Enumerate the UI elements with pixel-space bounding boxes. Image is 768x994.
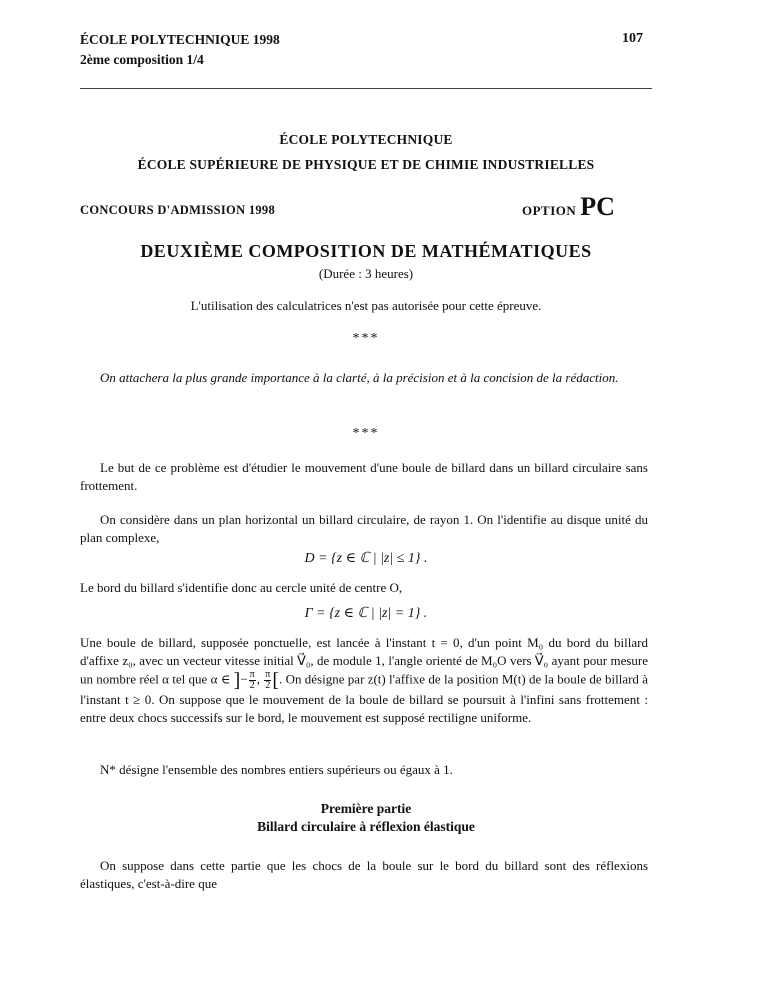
fraction-upper <box>264 670 271 691</box>
calculator-notice: L'utilisation des calculatrices n'est pas autorisée pour cette épreuve. <box>190 298 542 313</box>
part1-paragraph-1: On suppose dans cette partie que les chocs de la boule sur le bord du billard sont des réflexions élastiques, c'est-à-dire que <box>80 858 648 891</box>
separator-stars-2: *** <box>352 426 380 441</box>
formula-disk: D = {z ∈ ℂ | |z| ≤ 1} . <box>304 551 428 566</box>
option-word: OPTION <box>522 203 577 218</box>
part-title: Première partie <box>320 801 412 816</box>
fraction-denominator: 2 <box>265 680 271 691</box>
minus-sign: − <box>240 671 248 687</box>
interval-open-bracket: ] <box>233 669 241 692</box>
option-code: PC <box>580 192 615 221</box>
formula-circle: Γ = {z ∈ ℂ | |z| = 1} . <box>304 606 428 621</box>
interval-close-bracket: [ <box>272 669 280 692</box>
intro-paragraph-2: On considère dans un plan horizontal un billard circulaire, de rayon 1. On l'identifie au disque unité du plan complexe, <box>80 512 648 545</box>
fraction-numerator: π <box>249 669 255 680</box>
option-label <box>522 192 615 222</box>
page-title: DEUXIÈME COMPOSITION DE MATHÉMATIQUES <box>140 241 592 261</box>
part-heading <box>80 800 652 836</box>
page-number: 107 <box>622 31 643 46</box>
concours-label: CONCOURS D'ADMISSION 1998 <box>80 203 276 217</box>
interval-separator: , <box>256 671 264 687</box>
header-divider <box>80 88 652 89</box>
fraction-numerator: π <box>265 669 271 680</box>
duration: (Durée : 3 heures) <box>318 266 414 281</box>
intro-paragraph-5: N* désigne l'ensemble des nombres entiers supérieurs ou égaux à 1. <box>100 762 453 777</box>
intro-paragraph-3: Le bord du billard s'identifie donc au cercle unité de centre O, <box>80 580 403 595</box>
intro-paragraph-1: Le but de ce problème est d'étudier le mouvement d'une boule de billard dans un billard circulaire sans frottement. <box>80 460 648 493</box>
intro-paragraph-4-start: Une boule de billard, supposée ponctuelle, est lancée à l'instant t = 0, d'un point M₀ du bord du billard d'affixe z₀, avec un vecteur vitesse initial V⃗₀, de module 1, l'angle orienté de M₀O vers V⃗₀ ayant pour mesure un nombre réel α tel que α ∈ <box>80 635 648 687</box>
intro-paragraph-4-end: . On désigne par z(t) l'affixe de la position M(t) de la boule de billard à l'instant t ≥ 0. On suppose que le mouvement de la boule de billard se poursuit à l'infini sans frottement : entre deux chocs successifs sur le bord, le mouvement est supposé rectiligne uniforme. <box>80 671 649 725</box>
exam-name: ÉCOLE POLYTECHNIQUE 1998 <box>80 32 280 47</box>
fraction-denominator: 2 <box>249 680 255 691</box>
composition-subtitle: 2ème composition 1/4 <box>80 52 204 67</box>
separator-stars-1: *** <box>352 331 380 346</box>
instruction-paragraph: On attachera la plus grande importance à la clarté, à la précision et à la concision de la rédaction. <box>100 370 619 385</box>
part-subtitle: Billard circulaire à réflexion élastique <box>257 819 475 834</box>
fraction-lower <box>249 670 256 691</box>
institution-line-1: ÉCOLE POLYTECHNIQUE <box>279 132 453 147</box>
intro-paragraph-4 <box>80 634 648 727</box>
running-header <box>80 30 280 70</box>
institution-line-2: ÉCOLE SUPÉRIEURE DE PHYSIQUE ET DE CHIMIE INDUSTRIELLES <box>137 157 595 172</box>
